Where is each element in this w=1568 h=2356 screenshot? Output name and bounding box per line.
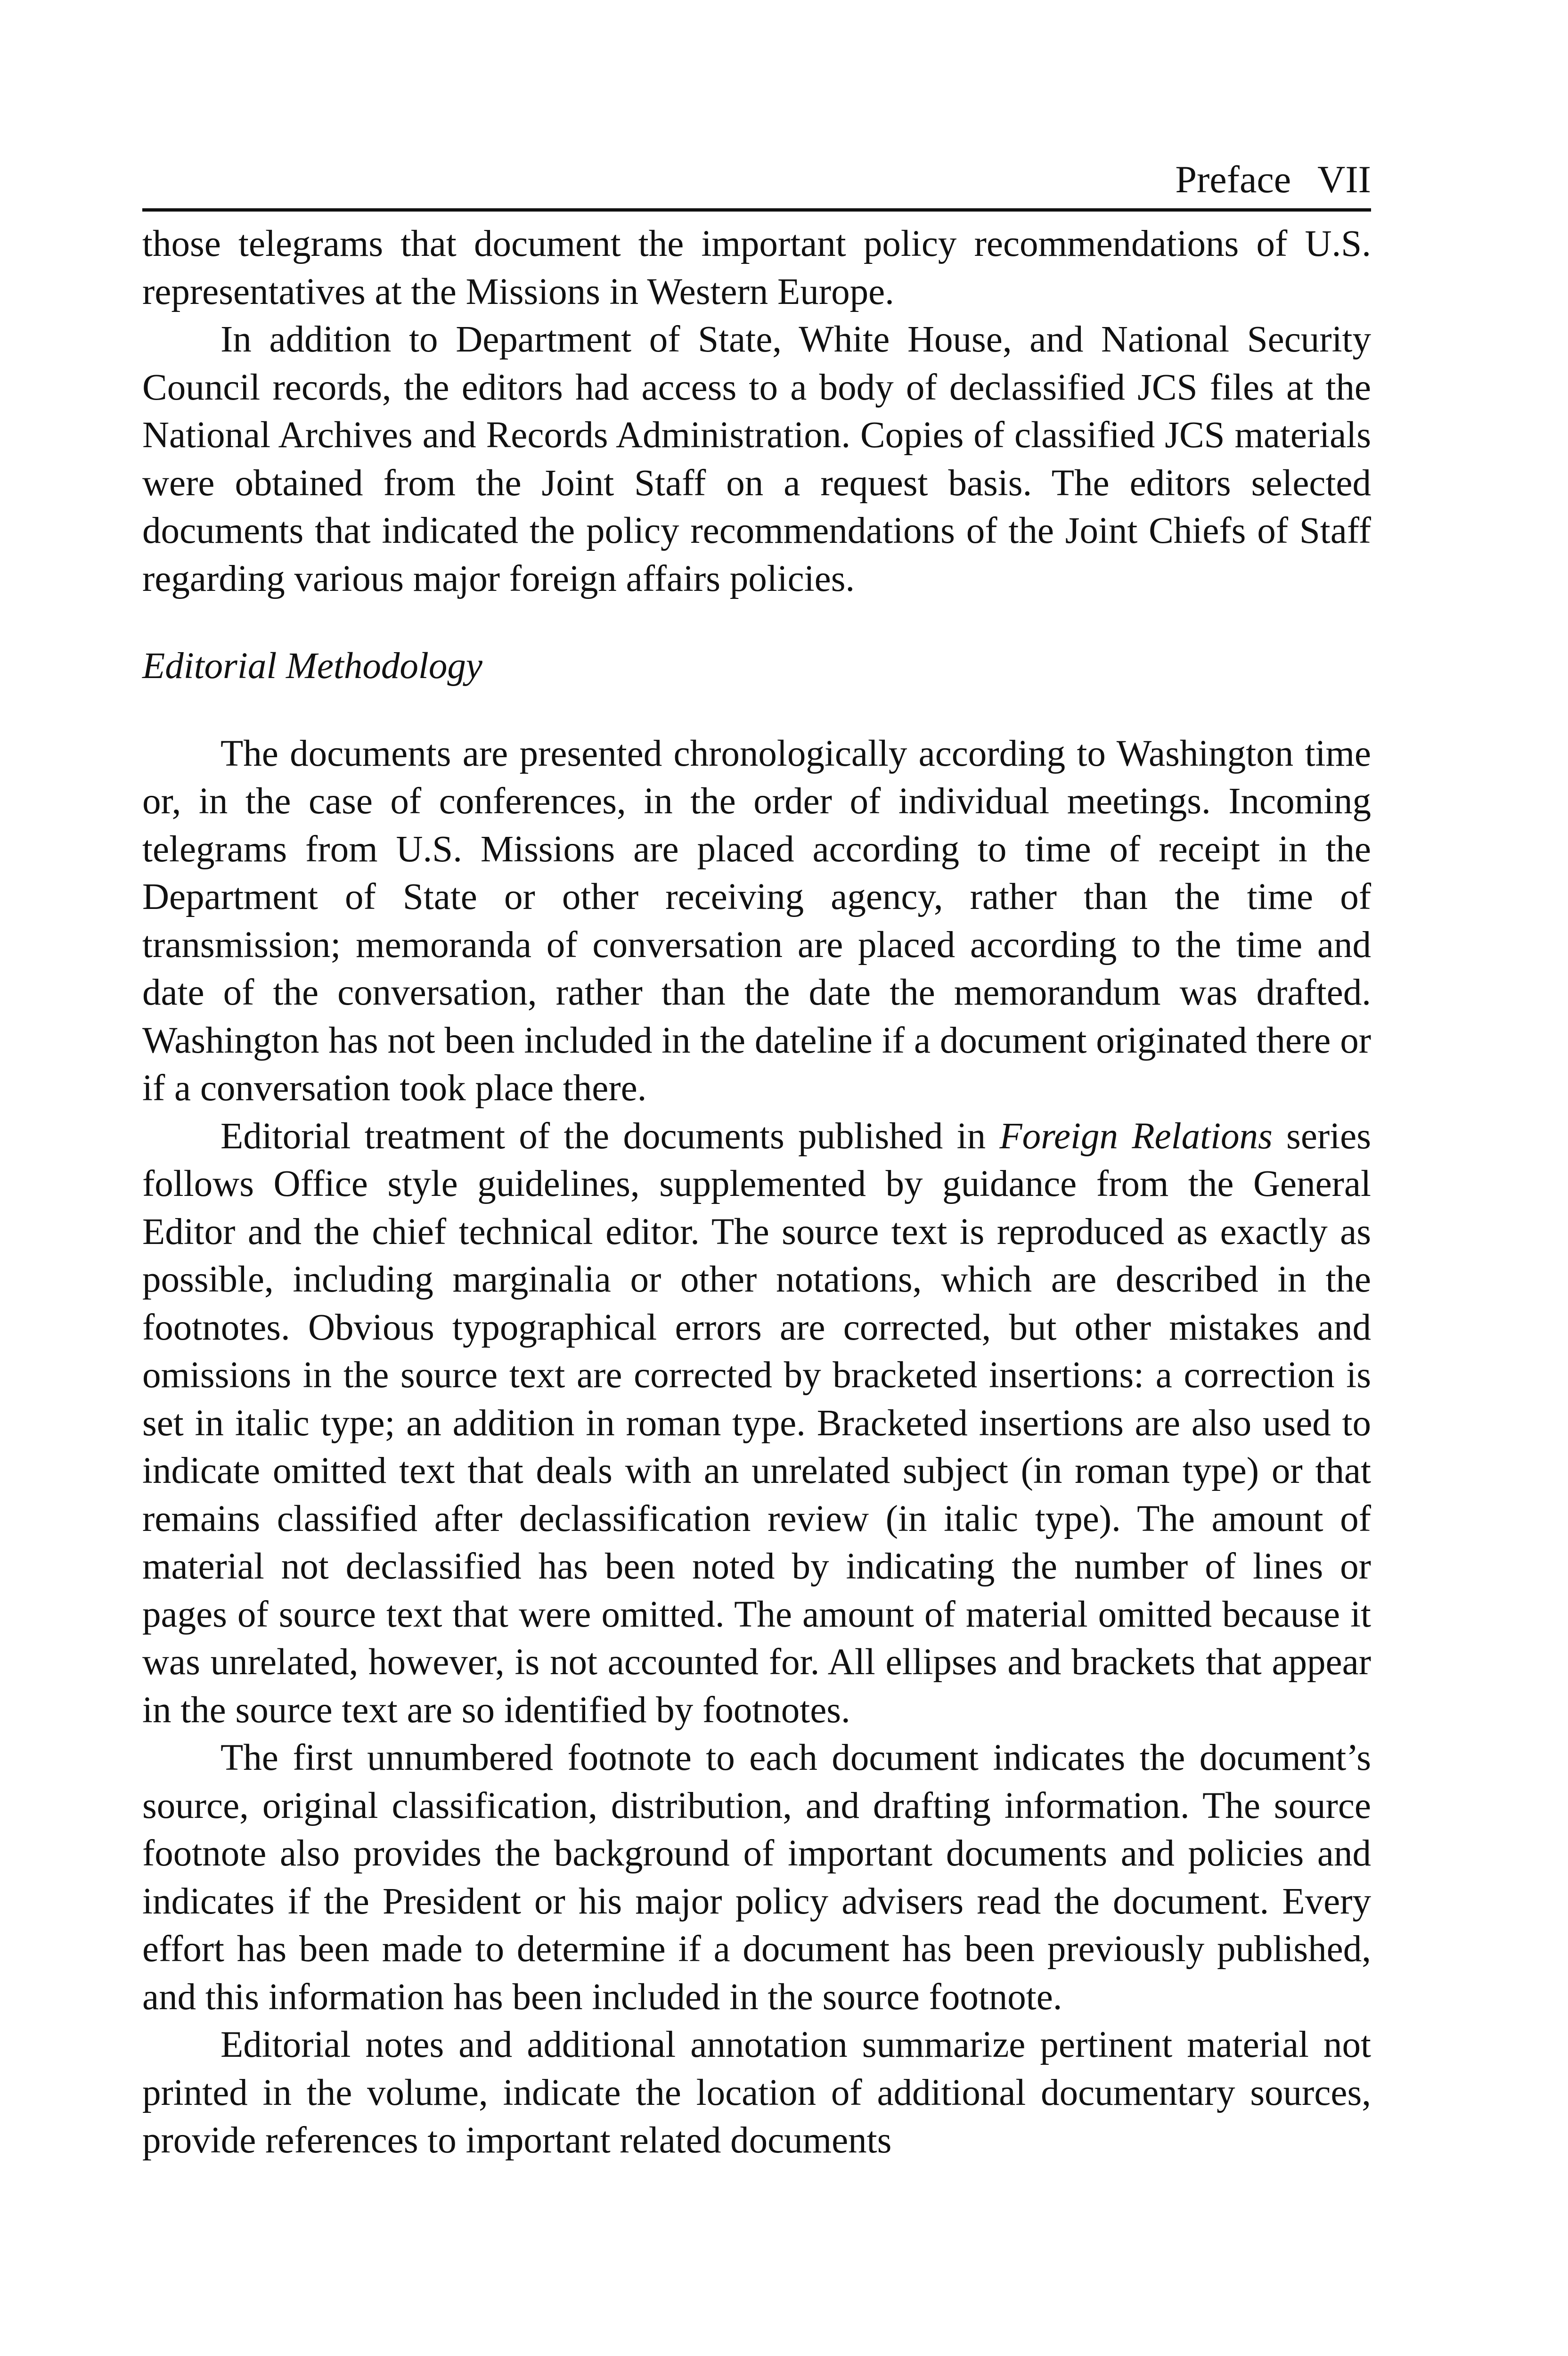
paragraph-editorial-notes: Editorial notes and additional annotation summarize pertinent material not printed in the volume, indicate the location of additional documentary sources, provide references to important related documents	[142, 2024, 1371, 2161]
paragraph-text-before: Editorial treatment of the documents published in	[220, 1115, 1000, 1157]
running-title: Preface	[1175, 158, 1291, 201]
book-page	[142, 160, 1371, 2165]
paragraph-text-after: series follows Office style guidelines, supplemented by guidance from the General Editor and the chief technical editor. The source text is reproduced as exactly as possible, including marginalia or other notations, which are described in the footnotes. Obvious typographical errors are corrected, but other mistakes and omissions in the source text are corrected by bracketed insertions: a correction is set in italic type; an addition in roman type. Bracketed insertions are also used to indicate omitted text that deals with an unrelated subject (in roman type) or that remains classified after declassification review (in italic type). The amount of material not declassified has been noted by indicating the number of lines or pages of source text that were omitted. The amount of material omitted because it was unrelated, however, is not accounted for. All ellipses and brackets that appear in the source text are so identified by footnotes.	[142, 1115, 1371, 1731]
series-title-italic: Foreign Relations	[999, 1115, 1273, 1157]
body-text	[142, 220, 1371, 2165]
paragraph-editorial-treatment	[142, 1113, 1371, 1734]
paragraph-source-footnote: The first unnumbered footnote to each document indicates the document’s source, original classification, distribution, and drafting information. The source footnote also provides the background of important documents and policies and indicates if the President or his major policy advisers read the document. Every effort has been made to determine if a document has been previously published, and this information has been included in the source footnote.	[142, 1737, 1371, 2018]
page-number: VII	[1317, 158, 1371, 201]
running-head	[142, 160, 1371, 212]
paragraph-chronology: The documents are presented chronologically according to Washington time or, in the case of conferences, in the order of individual meetings. Incoming telegrams from U.S. Missions are placed according to time of receipt in the Department of State or other receiving agency, rather than the time of transmission; memoranda of conversation are placed according to the time and date of the conversation, rather than the date the memorandum was drafted. Washington has not been included in the dateline if a document originated there or if a conversation took place there.	[142, 733, 1371, 1109]
paragraph-continued: those telegrams that document the important policy recommendations of U.S. representatives at the Missions in Western Europe.	[142, 223, 1371, 312]
section-heading: Editorial Methodology	[142, 646, 482, 687]
paragraph-jcs-records: In addition to Department of State, White House, and National Security Council records, the editors had access to a body of declassified JCS files at the National Archives and Records Administration. Copies of classified JCS materials were obtained from the Joint Staff on a request basis. The editors selected documents that indicated the policy recommendations of the Joint Chiefs of Staff regarding various major foreign affairs policies.	[142, 319, 1371, 599]
